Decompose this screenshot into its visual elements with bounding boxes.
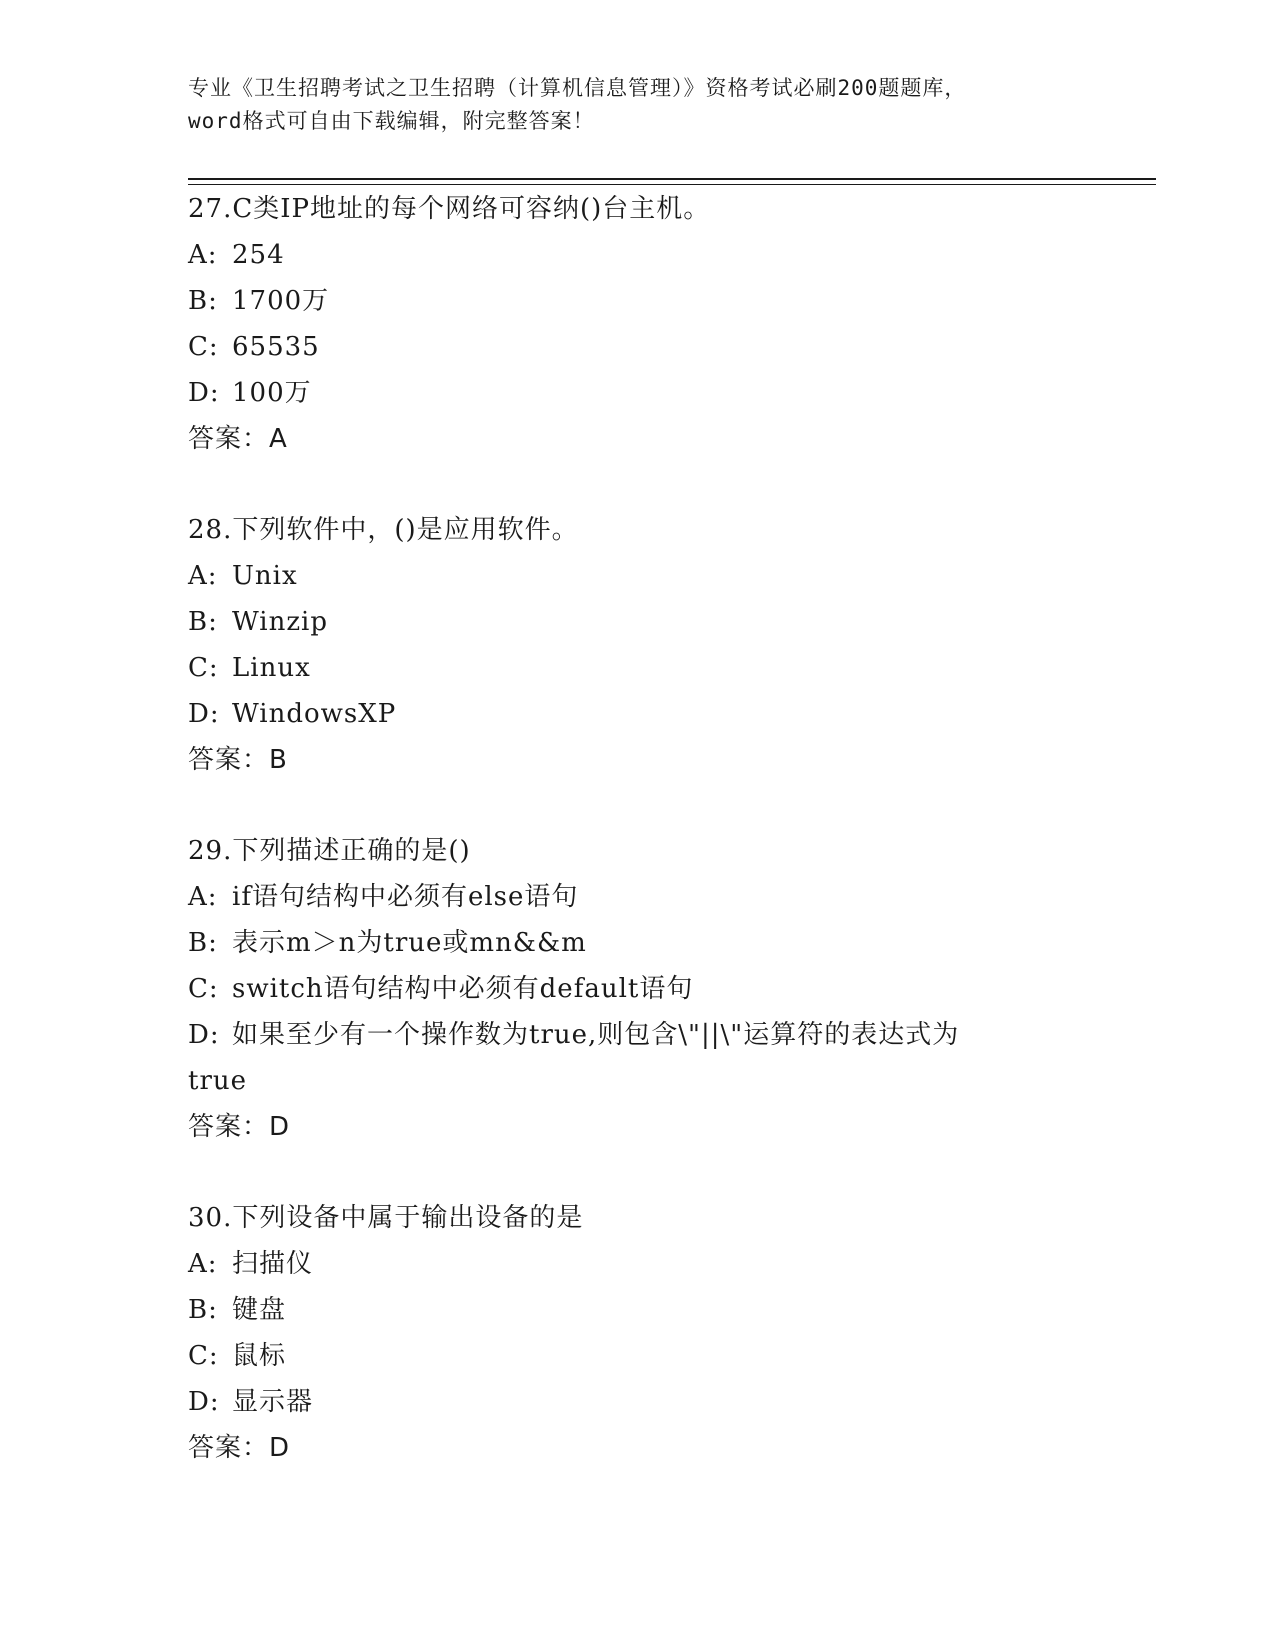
option-text: WindowsXP xyxy=(232,699,397,729)
question-stem: 27.C类IP地址的每个网络可容纳()台主机。 xyxy=(188,194,711,224)
option-label: A: xyxy=(188,240,218,270)
option-label: B: xyxy=(188,1295,218,1325)
option-label: A: xyxy=(188,561,218,591)
option-label: A: xyxy=(188,1249,218,1279)
option-b xyxy=(188,599,1088,645)
option-label: D: xyxy=(188,1387,220,1417)
option-d xyxy=(188,691,1088,737)
option-d xyxy=(188,370,1088,416)
option-b xyxy=(188,1287,1088,1333)
option-c xyxy=(188,1333,1088,1379)
option-label: C: xyxy=(188,1341,219,1371)
option-c xyxy=(188,324,1088,370)
answer: 答案：D xyxy=(188,1112,291,1142)
option-text: 显示器 xyxy=(232,1387,314,1417)
option-a xyxy=(188,874,1088,920)
option-label: D: xyxy=(188,1020,220,1050)
question-30 xyxy=(188,1195,1088,1471)
option-text: switch语句结构中必须有default语句 xyxy=(232,974,694,1004)
option-text: Unix xyxy=(232,561,298,591)
question-27 xyxy=(188,186,1088,462)
option-b xyxy=(188,278,1088,324)
question-28 xyxy=(188,507,1088,783)
header-line-1: 专业《卫生招聘考试之卫生招聘（计算机信息管理）》资格考试必刷200题题库， xyxy=(188,76,967,100)
option-label: B: xyxy=(188,286,218,316)
option-text: 如果至少有一个操作数为true,则包含\"||\"运算符的表达式为 xyxy=(232,1020,960,1050)
question-stem: 29.下列描述正确的是() xyxy=(188,836,471,866)
option-text: 254 xyxy=(232,240,285,270)
header-line-2: word格式可自由下载编辑，附完整答案！ xyxy=(188,109,595,133)
option-text: 65535 xyxy=(232,332,320,362)
option-d xyxy=(188,1012,1088,1058)
option-label: B: xyxy=(188,607,218,637)
option-a xyxy=(188,1241,1088,1287)
question-list xyxy=(188,186,1088,1516)
answer: 答案：A xyxy=(188,424,288,454)
option-a xyxy=(188,553,1088,599)
question-stem: 28.下列软件中，()是应用软件。 xyxy=(188,515,579,545)
answer: 答案：D xyxy=(188,1433,291,1463)
option-label: B: xyxy=(188,928,218,958)
option-a xyxy=(188,232,1088,278)
question-stem: 30.下列设备中属于输出设备的是 xyxy=(188,1203,584,1233)
option-text: Linux xyxy=(232,653,311,683)
option-b xyxy=(188,920,1088,966)
option-label: C: xyxy=(188,332,219,362)
option-d xyxy=(188,1379,1088,1425)
option-text: 鼠标 xyxy=(232,1341,287,1371)
option-label: D: xyxy=(188,378,220,408)
answer: 答案：B xyxy=(188,745,288,775)
option-label: A: xyxy=(188,882,218,912)
option-d-continuation: true xyxy=(188,1066,248,1096)
option-text: 扫描仪 xyxy=(232,1249,314,1279)
option-text: Winzip xyxy=(232,607,328,637)
question-29 xyxy=(188,828,1088,1150)
option-c xyxy=(188,645,1088,691)
option-text: if语句结构中必须有else语句 xyxy=(232,882,579,912)
option-label: C: xyxy=(188,974,219,1004)
document-header xyxy=(188,72,1088,138)
header-divider xyxy=(188,178,1156,185)
option-text: 100万 xyxy=(232,378,312,408)
option-label: C: xyxy=(188,653,219,683)
option-text: 表示m＞n为true或mn&&m xyxy=(232,928,587,958)
option-label: D: xyxy=(188,699,220,729)
option-text: 1700万 xyxy=(232,286,330,316)
option-c xyxy=(188,966,1088,1012)
option-text: 键盘 xyxy=(232,1295,287,1325)
